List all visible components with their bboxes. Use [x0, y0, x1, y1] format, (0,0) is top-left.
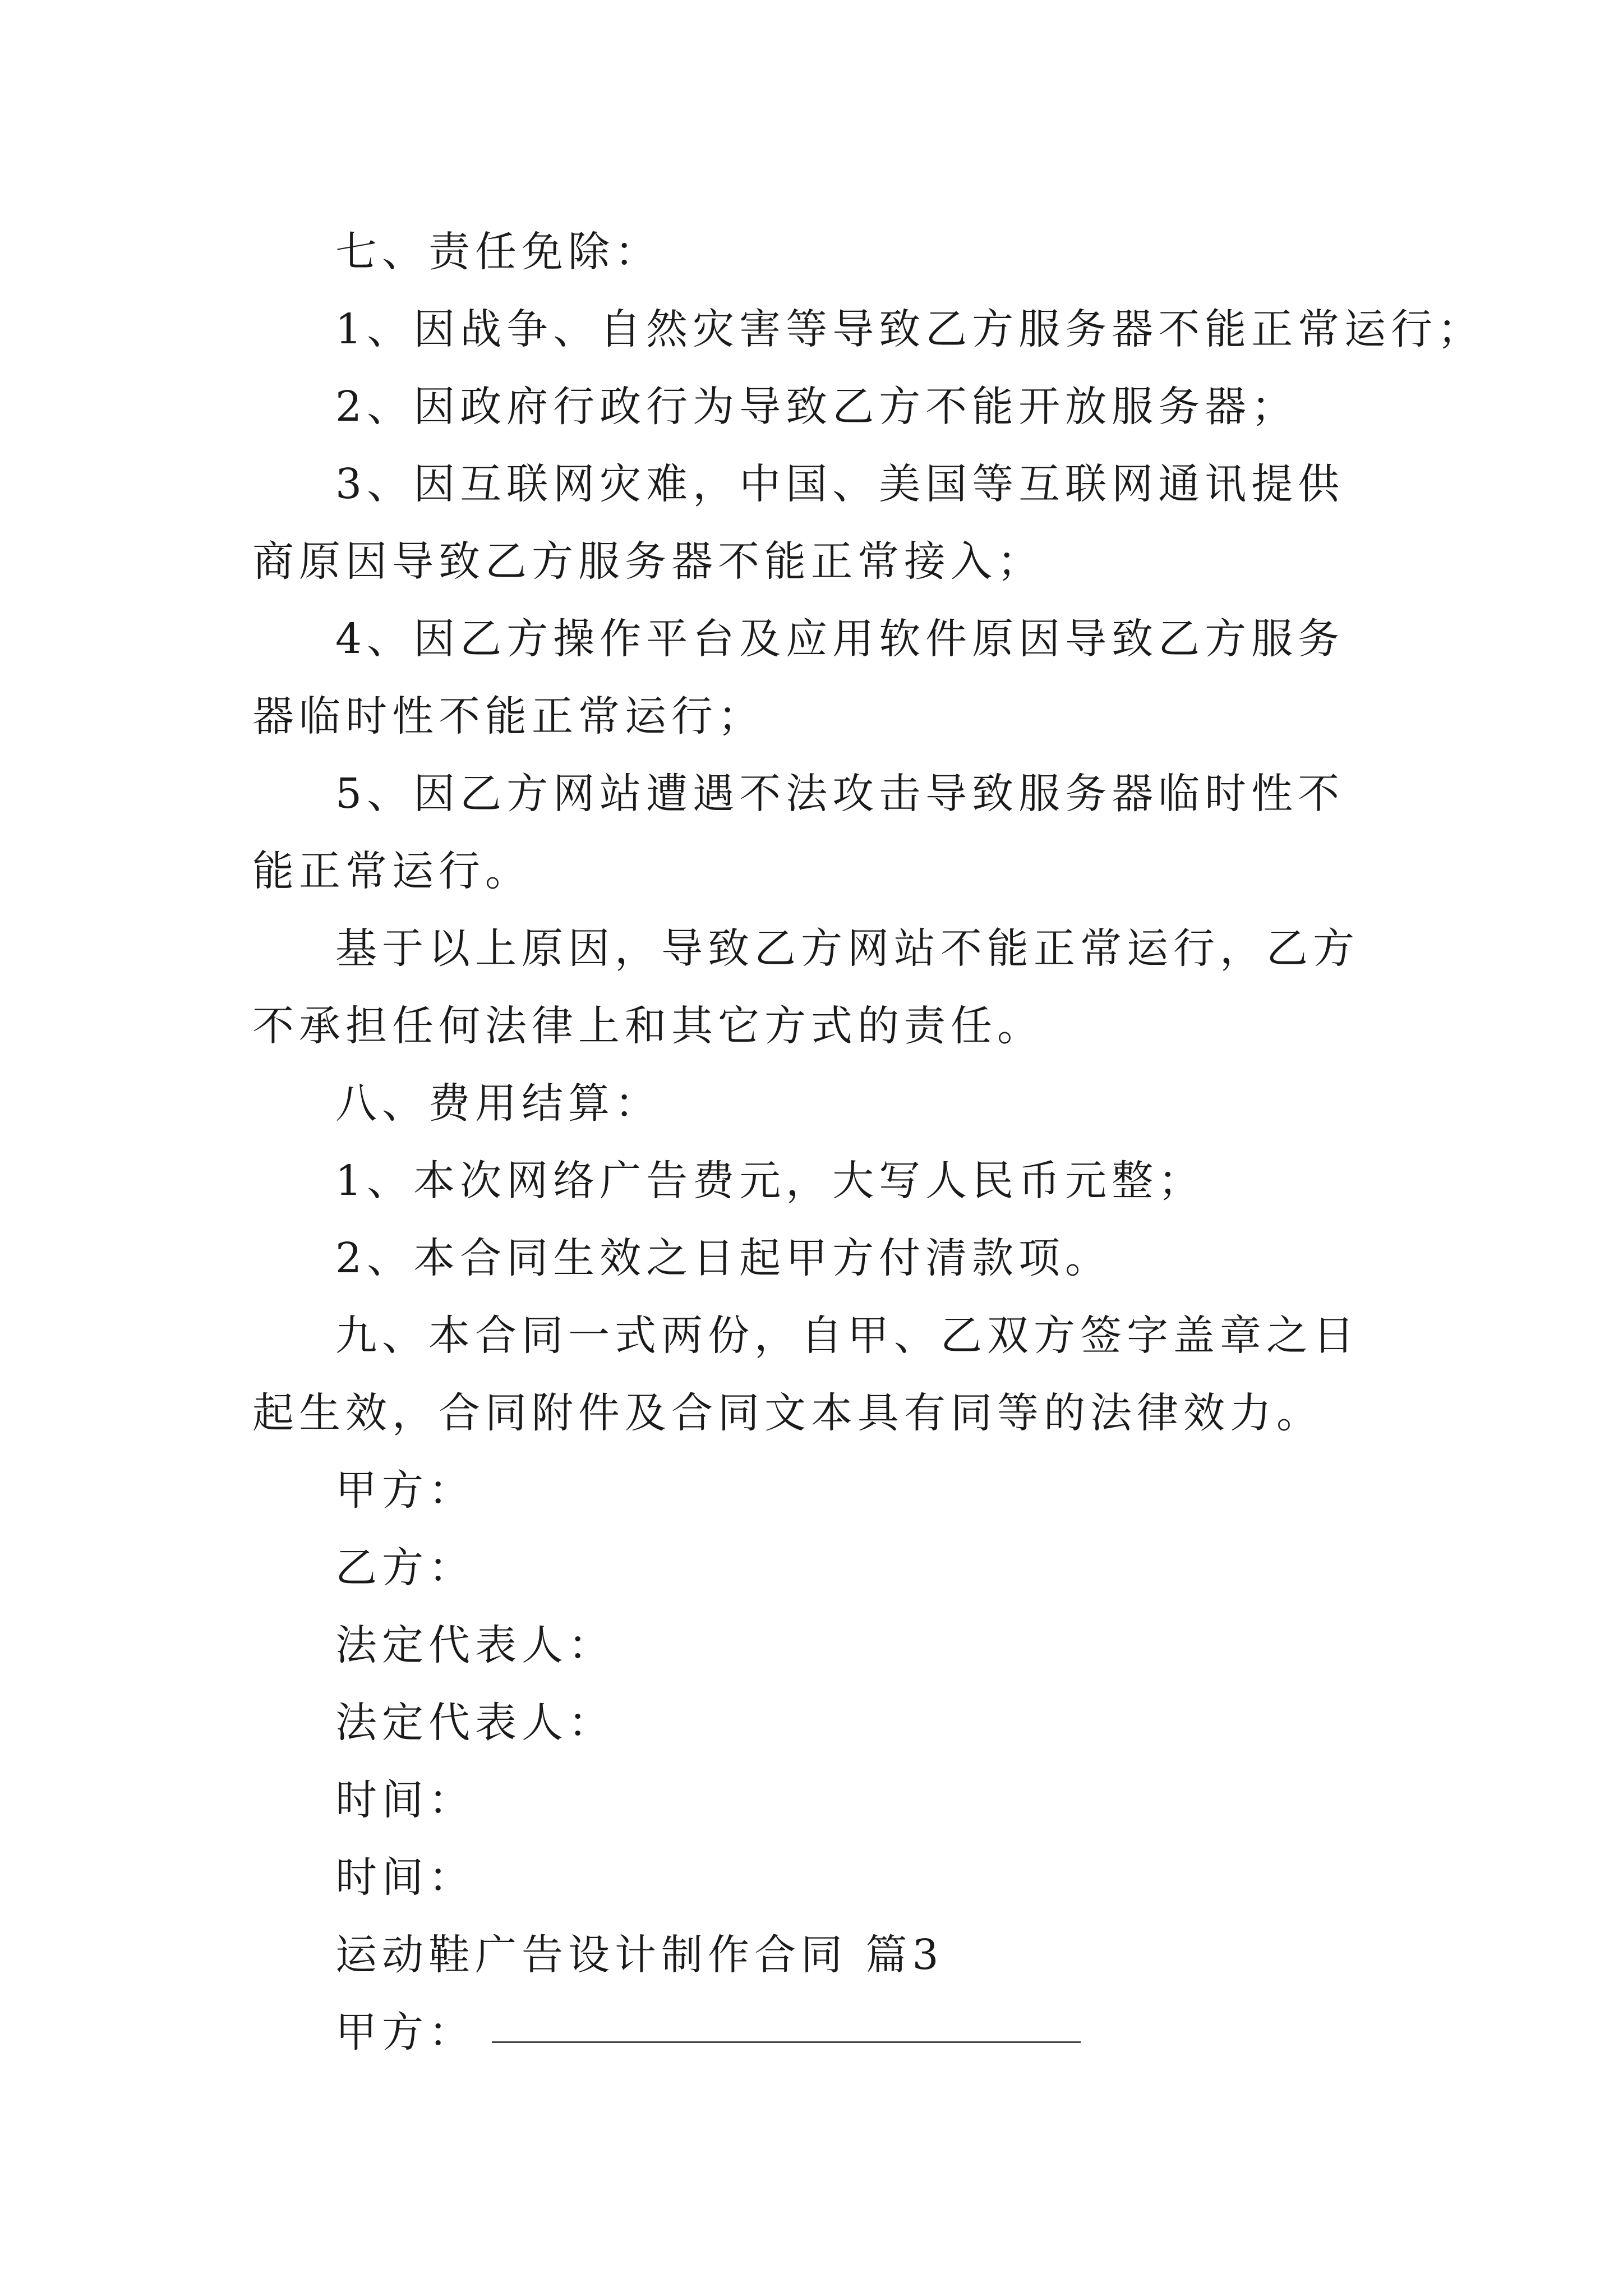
section-heading-exemption: 七、责任免除： [335, 228, 661, 276]
clause-item: 1、因战争、自然灾害等导致乙方服务器不能正常运行； [335, 305, 1484, 353]
party-b-label: 乙方： [335, 1544, 475, 1592]
signature-blank-line [492, 2039, 1081, 2043]
party-a-label: 甲方： [335, 2008, 475, 2056]
clause-item: 5、因乙方网站遭遇不法攻击导致服务器临时性不能正常运行。 [252, 770, 1345, 895]
contract-section-title: 运动鞋广告设计制作合同 篇3 [335, 1931, 944, 1979]
legal-representative-label: 法定代表人： [335, 1699, 615, 1747]
party-a-signature-row [252, 1994, 1385, 2071]
clause-paragraph: 九、本合同一式两份，自甲、乙双方签字盖章之日起生效，合同附件及合同文本具有同等的法律效力。 [252, 1312, 1359, 1437]
party-a-label: 甲方： [335, 1466, 475, 1515]
section-heading-settlement: 八、费用结算： [335, 1079, 661, 1128]
clause-item: 4、因乙方操作平台及应用软件原因导致乙方服务器临时性不能正常运行； [252, 615, 1345, 740]
date-label: 时间： [335, 1853, 475, 1902]
clause-paragraph: 基于以上原因，导致乙方网站不能正常运行，乙方不承担任何法律上和其它方式的责任。 [252, 924, 1359, 1050]
clause-item: 2、因政府行政行为导致乙方不能开放服务器； [335, 383, 1298, 431]
clause-item: 2、本合同生效之日起甲方付清款项。 [335, 1234, 1112, 1282]
legal-representative-label: 法定代表人： [335, 1621, 615, 1669]
clause-item: 1、本次网络广告费元，大写人民币元整； [335, 1157, 1205, 1205]
document-body [252, 213, 1484, 2071]
clause-item: 3、因互联网灾难，中国、美国等互联网通讯提供商原因导致乙方服务器不能正常接入； [252, 460, 1345, 586]
date-label: 时间： [335, 1776, 475, 1824]
